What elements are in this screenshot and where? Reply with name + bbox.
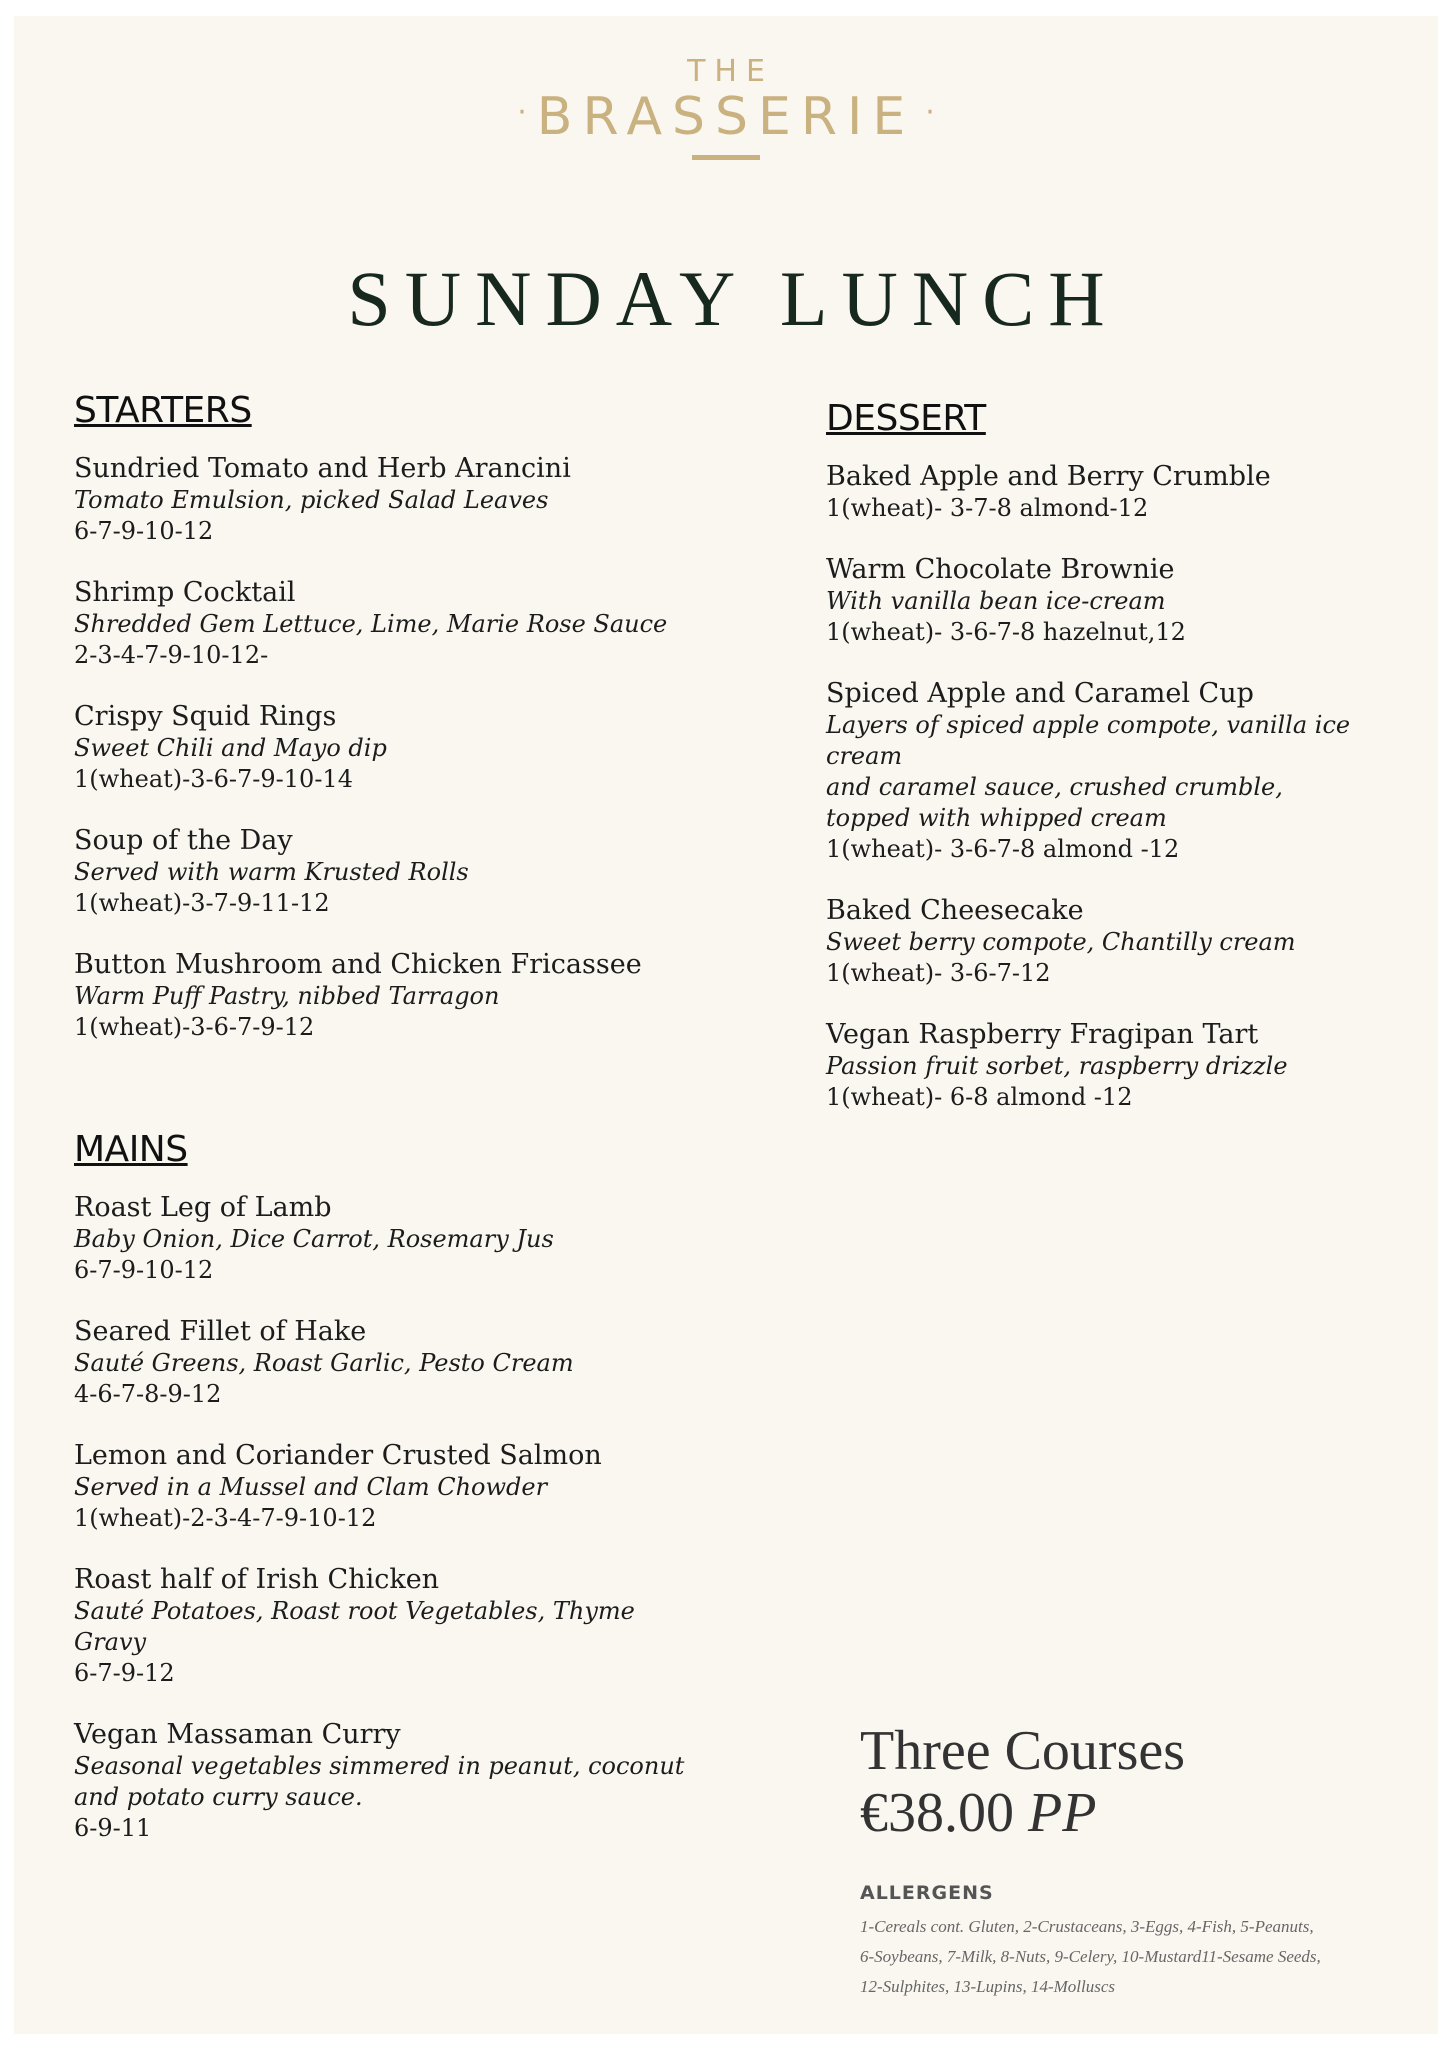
menu-item <box>74 701 714 795</box>
item-name: Vegan Raspberry Fragipan Tart <box>826 1019 1259 1050</box>
allergen-key-line: 6-Soybeans, 7-Milk, 8-Nuts, 9-Celery, 10-Mustard11-Sesame Seeds, <box>860 1947 1321 1966</box>
allergen-key-line: 1-Cereals cont. Gluten, 2-Crustaceans, 3-Eggs, 4-Fish, 5-Peanuts, <box>860 1917 1314 1936</box>
item-allergens: 1(wheat)-3-7-9-11-12 <box>74 889 330 917</box>
item-allergens: 6-7-9-10-12 <box>74 1256 214 1284</box>
item-allergens: 2-3-4-7-9-10-12- <box>74 641 269 669</box>
menu-item <box>826 461 1416 524</box>
item-description: Sauté Greens, Roast Garlic, Pesto Cream <box>74 1349 574 1377</box>
menu-item <box>826 1019 1416 1113</box>
item-name: Sundried Tomato and Herb Arancini <box>74 453 571 484</box>
courses-label: Three Courses <box>860 1720 1186 1782</box>
item-description: Served in a Mussel and Clam Chowder <box>74 1473 548 1501</box>
item-allergens: 1(wheat)-2-3-4-7-9-10-12 <box>74 1504 377 1532</box>
price-amount: €38.00 <box>860 1782 1014 1844</box>
item-name: Baked Apple and Berry Crumble <box>826 461 1271 492</box>
item-name: Warm Chocolate Brownie <box>826 554 1175 585</box>
item-allergens: 4-6-7-8-9-12 <box>74 1380 222 1408</box>
brand-name: BRASSERIE <box>536 87 916 147</box>
item-name: Shrimp Cocktail <box>74 577 296 608</box>
item-description: Shredded Gem Lettuce, Lime, Marie Rose Sauce <box>74 610 668 638</box>
item-allergens: 1(wheat)- 3-6-7-12 <box>826 959 1051 987</box>
menu-item <box>826 554 1416 648</box>
menu-item <box>74 1316 714 1410</box>
menu-page <box>14 16 1438 2034</box>
price-line <box>860 1782 1420 1844</box>
item-name: Spiced Apple and Caramel Cup <box>826 678 1254 709</box>
item-description: With vanilla bean ice-cream <box>826 587 1166 615</box>
item-allergens: 1(wheat)- 3-6-7-8 almond -12 <box>826 835 1180 863</box>
item-description: Sweet Chili and Mayo dip <box>74 734 387 762</box>
item-description: Baby Onion, Dice Carrot, Rosemary Jus <box>74 1225 554 1253</box>
mains-section <box>74 1129 714 1844</box>
item-name: Crispy Squid Rings <box>74 701 337 732</box>
item-description: Passion fruit sorbet, raspberry drizzle <box>826 1052 1288 1080</box>
item-description: Sauté Potatoes, Roast root Vegetables, Thyme Gravy <box>74 1597 635 1656</box>
item-description: Warm Puff Pastry, nibbed Tarragon <box>74 982 500 1010</box>
menu-item <box>74 949 714 1043</box>
price-box <box>860 1720 1420 2002</box>
item-description-line: topped with whipped cream <box>826 804 1167 832</box>
menu-item <box>74 1440 714 1534</box>
item-name: Lemon and Coriander Crusted Salmon <box>74 1440 602 1471</box>
item-allergens: 6-9-11 <box>74 1814 152 1842</box>
item-name: Roast half of Irish Chicken <box>74 1564 440 1595</box>
brand-dot-right: · <box>925 95 935 130</box>
item-allergens: 1(wheat)- 3-6-7-8 hazelnut,12 <box>826 618 1186 646</box>
brand-dot-left: · <box>517 95 527 130</box>
item-name: Seared Fillet of Hake <box>74 1316 367 1347</box>
starters-heading: STARTERS <box>74 390 252 431</box>
item-name: Vegan Massaman Curry <box>74 1719 401 1750</box>
menu-item <box>826 678 1416 865</box>
menu-item <box>74 1564 714 1689</box>
item-allergens: 1(wheat)-3-6-7-9-10-14 <box>74 765 353 793</box>
dessert-heading: DESSERT <box>826 398 986 439</box>
item-description: Seasonal vegetables simmered in peanut, coconut and potato curry sauce. <box>74 1752 685 1811</box>
menu-item <box>74 1719 714 1844</box>
dessert-section <box>826 398 1416 1113</box>
item-allergens: 6-7-9-12 <box>74 1659 175 1687</box>
brand-underline <box>692 155 760 160</box>
allergens-heading: ALLERGENS <box>860 1882 994 1904</box>
menu-title: SUNDAY LUNCH <box>347 255 1119 342</box>
item-description: Tomato Emulsion, picked Salad Leaves <box>74 486 549 514</box>
item-name: Soup of the Day <box>74 825 293 856</box>
allergen-key <box>860 1912 1400 2002</box>
price-unit: PP <box>1028 1782 1097 1844</box>
right-column <box>826 398 1416 1143</box>
brand-logo <box>14 54 1438 160</box>
item-allergens: 6-7-9-10-12 <box>74 517 214 545</box>
item-description: Served with warm Krusted Rolls <box>74 858 469 886</box>
left-column <box>74 390 714 1874</box>
menu-item <box>826 895 1416 989</box>
brand-name-row <box>14 87 1438 147</box>
brand-the: THE <box>687 54 774 89</box>
mains-heading: MAINS <box>74 1129 188 1170</box>
item-name: Roast Leg of Lamb <box>74 1192 332 1223</box>
menu-item <box>74 577 714 671</box>
item-allergens: 1(wheat)- 3-7-8 almond-12 <box>826 494 1149 522</box>
item-description: Sweet berry compote, Chantilly cream <box>826 928 1296 956</box>
item-allergens: 1(wheat)-3-6-7-9-12 <box>74 1013 315 1041</box>
menu-item <box>74 1192 714 1286</box>
item-name: Baked Cheesecake <box>826 895 1084 926</box>
menu-item <box>74 825 714 919</box>
item-allergens: 1(wheat)- 6-8 almond -12 <box>826 1083 1133 1111</box>
starters-section <box>74 390 714 1043</box>
allergen-key-line: 12-Sulphites, 13-Lupins, 14-Molluscs <box>860 1977 1115 1996</box>
item-name: Button Mushroom and Chicken Fricassee <box>74 949 642 980</box>
item-description-line: Layers of spiced apple compote, vanilla ice cream <box>826 711 1351 770</box>
item-description-line: and caramel sauce, crushed crumble, <box>826 773 1283 801</box>
menu-item <box>74 453 714 547</box>
